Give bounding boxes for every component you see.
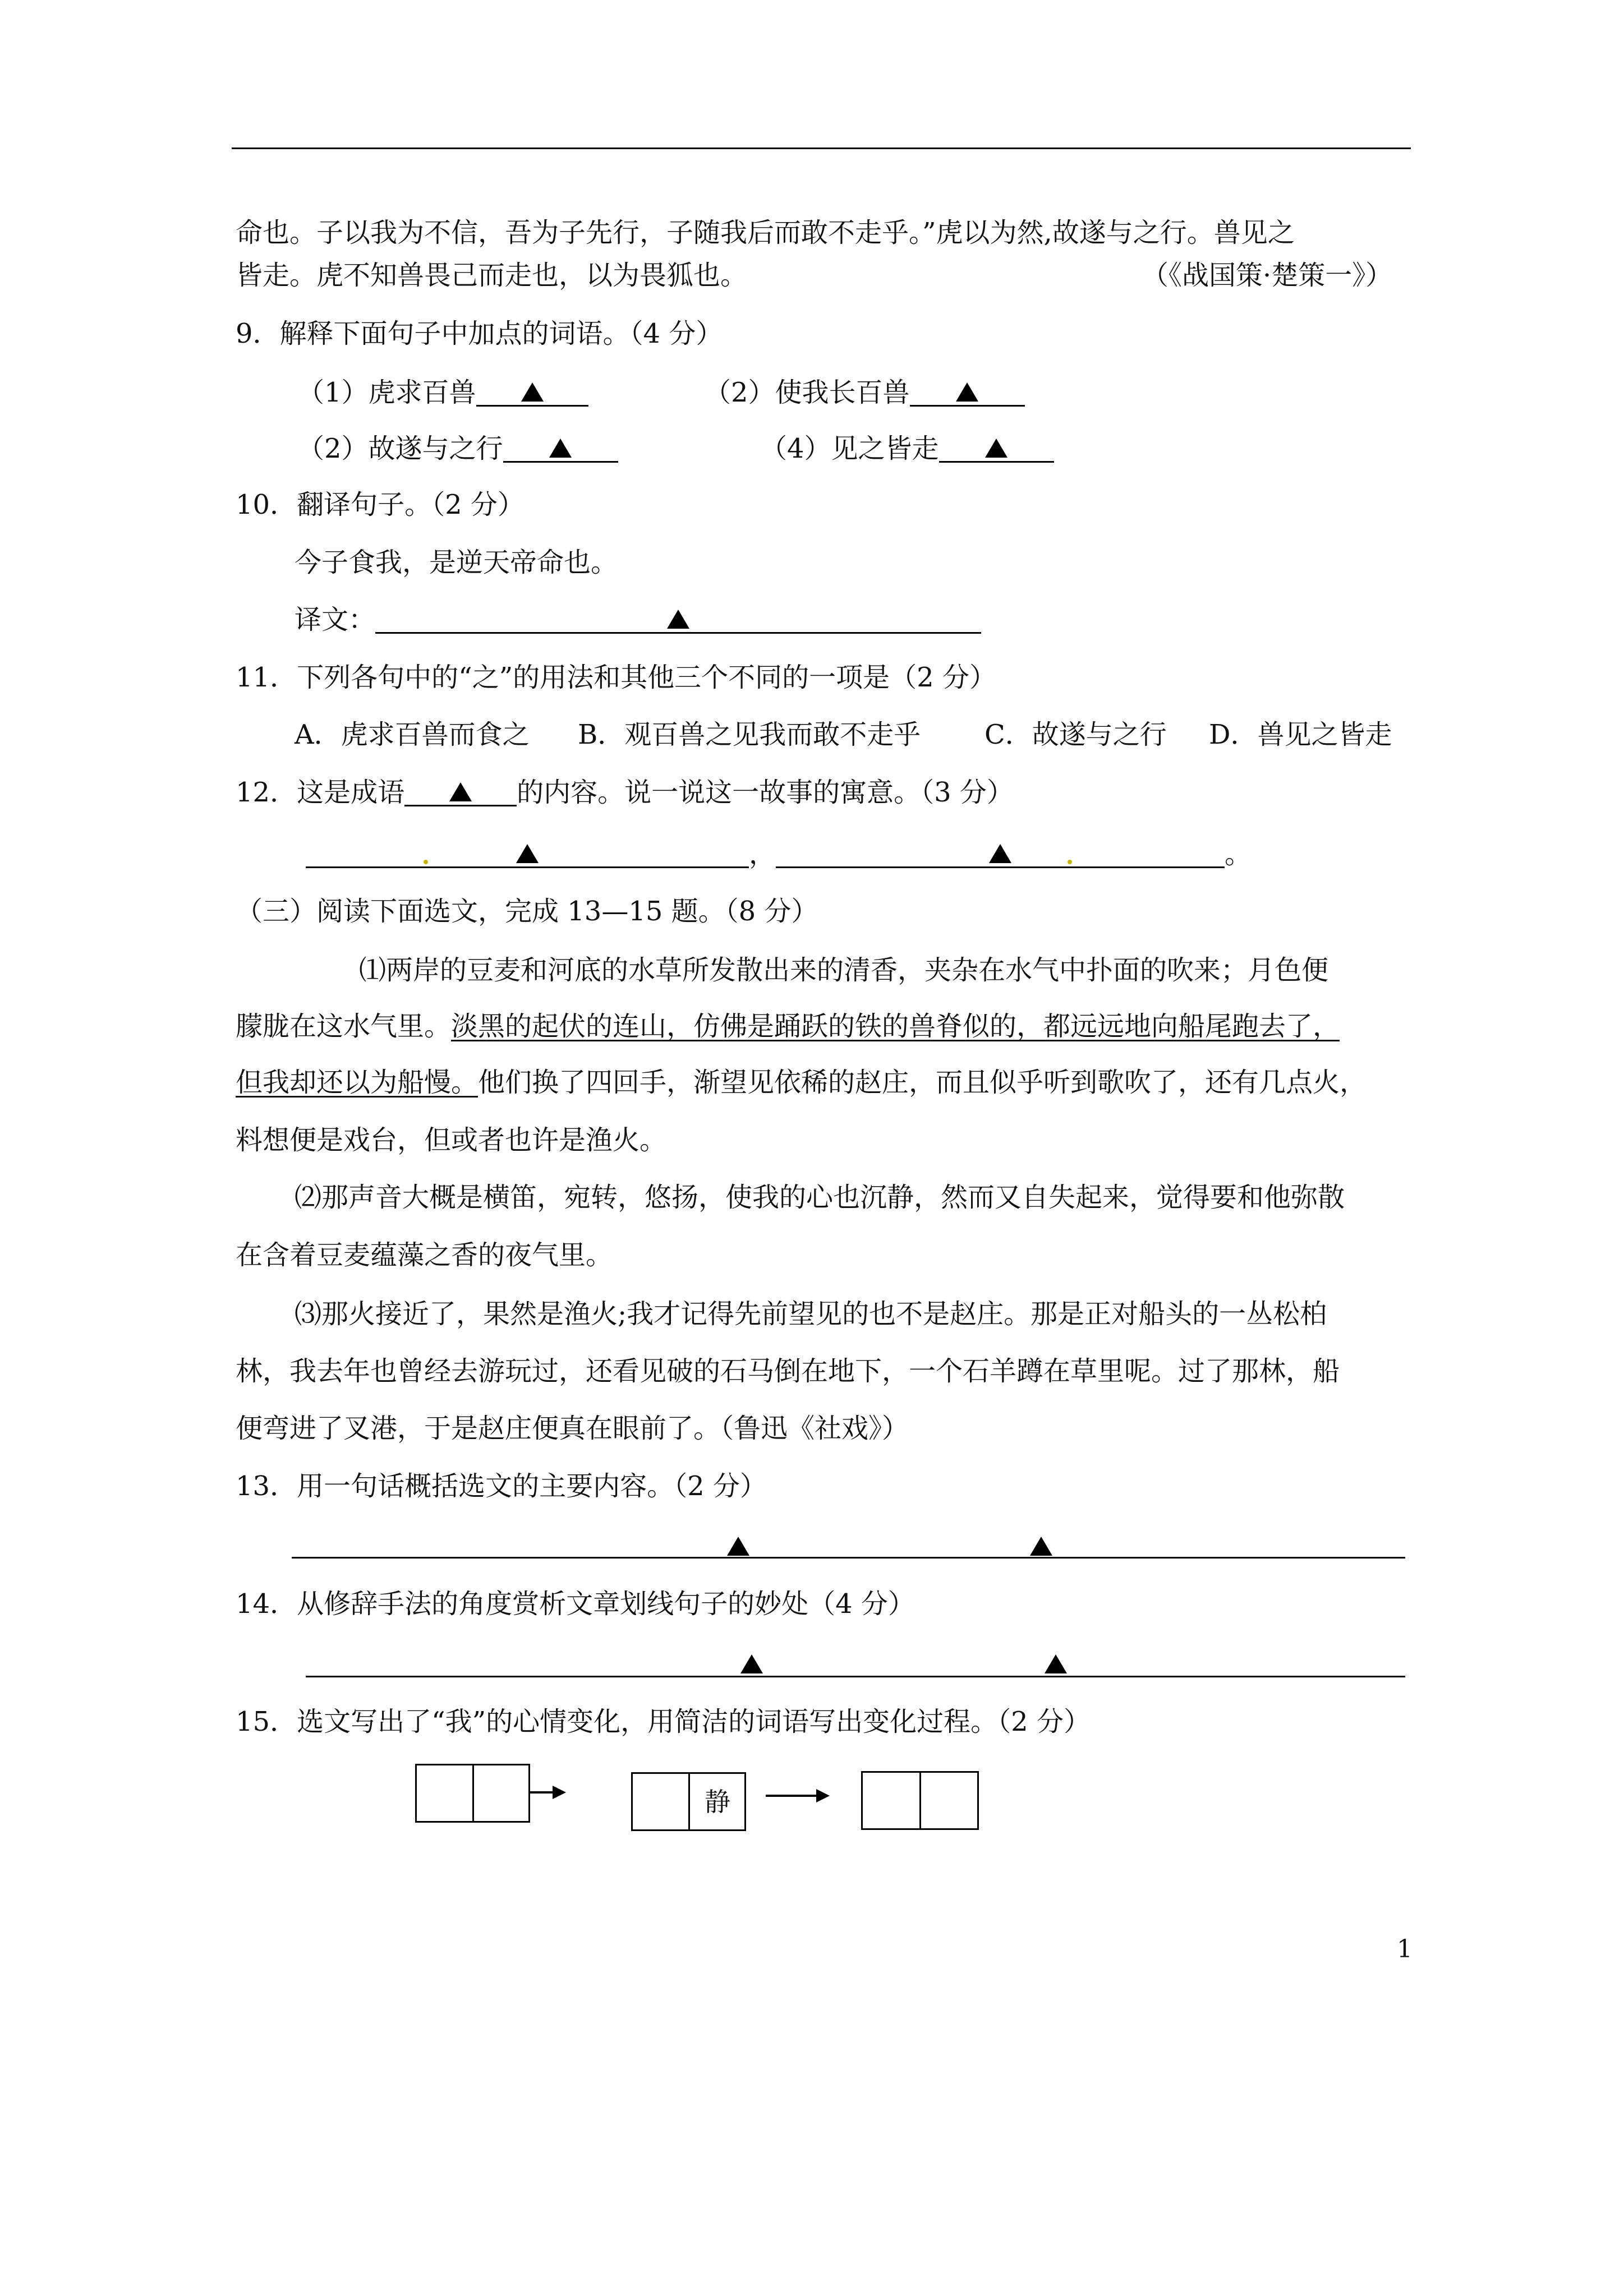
p1-line-a: ⑴两岸的豆麦和河底的水草所发散出来的清香，夹杂在水气中扑面的吹来；月色便	[359, 955, 1329, 986]
q15-stem: 15．选文写出了“我”的心情变化，用简洁的词语写出变化过程。（2 分）	[236, 1706, 1091, 1737]
p3-line-b: 林，我去年也曾经去游玩过，还看见破的石马倒在地下，一个石羊蹲在草里呢。过了那林，船	[236, 1356, 1340, 1387]
q9-item-3	[297, 432, 618, 465]
q14-stem: 14．从修辞手法的角度赏析文章划线句子的妙处（4 分）	[236, 1588, 915, 1620]
q12-stem	[236, 776, 1014, 809]
triangle-marker-icon	[740, 1654, 763, 1673]
triangle-marker-icon	[549, 439, 572, 458]
q9-item-1	[297, 376, 588, 409]
box-divider	[688, 1774, 690, 1829]
q10-answer-line	[295, 603, 981, 637]
q10-stem: 10．翻译句子。（2 分）	[236, 489, 525, 520]
page-number: 1	[1397, 1935, 1413, 1963]
q9-item-4	[760, 432, 1054, 465]
answer-blank[interactable]	[503, 432, 618, 463]
q14-answer-line[interactable]	[306, 1676, 1405, 1677]
arrow-right-icon	[553, 1786, 566, 1799]
idiom-blank[interactable]	[404, 776, 517, 806]
answer-box-1[interactable]	[415, 1764, 530, 1823]
arrow-right-icon	[816, 1789, 830, 1802]
dot-mark	[1068, 860, 1072, 864]
header-rule	[232, 147, 1411, 149]
triangle-marker-icon	[449, 782, 472, 801]
q12-comma: ，	[749, 838, 776, 870]
triangle-marker-icon	[1045, 1654, 1067, 1673]
arrow-1	[530, 1791, 553, 1794]
answer-blank[interactable]	[939, 432, 1054, 463]
q12-answer-line	[306, 837, 1252, 871]
q12-suffix: 的内容。说一说这一故事的寓意。（3 分）	[517, 777, 1014, 808]
answer-blank[interactable]	[476, 376, 588, 407]
triangle-marker-icon	[727, 1537, 749, 1556]
q9-stem: 9．解释下面句子中加点的词语。（4 分）	[236, 318, 723, 349]
q11-option-c: C．故遂与之行	[984, 719, 1167, 750]
box-divider	[919, 1773, 921, 1828]
triangle-marker-icon	[1030, 1537, 1052, 1556]
q9-item-4-text: （4）见之皆走	[760, 433, 939, 464]
underlined-sentence-part-2: 但我却还以为船慢。	[236, 1067, 479, 1098]
q9-item-1-text: （1）虎求百兽	[297, 377, 476, 408]
q10-sentence: 今子食我，是逆天帝命也。	[295, 547, 618, 578]
box-2-char: 静	[705, 1787, 730, 1817]
q9-item-2-text: （2）使我长百兽	[704, 377, 910, 408]
arrow-2	[766, 1795, 816, 1797]
q12-period: 。	[1225, 838, 1252, 870]
answer-box-2[interactable]	[631, 1772, 746, 1831]
passage-line-1: 命也。子以我为不信，吾为子先行，子随我后而敢不走乎。”虎以为然,故遂与之行。兽见之	[236, 217, 1295, 248]
triangle-marker-icon	[521, 382, 544, 402]
triangle-marker-icon	[956, 382, 978, 402]
p1-line-c	[236, 1066, 1367, 1099]
box-divider	[472, 1765, 474, 1821]
q13-stem: 13．用一句话概括选文的主要内容。（2 分）	[236, 1470, 767, 1502]
q9-item-3-text: （2）故遂与之行	[297, 433, 503, 464]
passage-source: （《战国策·楚策一》）	[1142, 260, 1393, 291]
q11-option-b: B．观百兽之见我而敢不走乎	[578, 719, 921, 750]
translation-blank[interactable]	[375, 603, 981, 634]
p1-line-d: 料想便是戏台，但或者也许是渔火。	[236, 1124, 667, 1156]
p2-line-b: 在含着豆麦蕴藻之香的夜气里。	[236, 1239, 613, 1271]
answer-blank[interactable]	[910, 376, 1025, 407]
section3-heading: （三）阅读下面选文，完成 13—15 题。（8 分）	[236, 896, 818, 927]
answer-box-3[interactable]	[861, 1771, 979, 1830]
q10-label: 译文：	[295, 604, 376, 635]
q11-stem: 11．下列各句中的“之”的用法和其他三个不同的一项是（2 分）	[236, 662, 996, 693]
p1-plain-2: 他们换了四回手，渐望见依稀的赵庄，而且似乎听到歌吹了，还有几点火，	[478, 1067, 1367, 1098]
triangle-marker-icon	[516, 844, 539, 863]
moral-blank-2[interactable]	[776, 837, 1225, 868]
dot-mark	[424, 860, 428, 864]
q11-option-a: A．虎求百兽而食之	[295, 719, 530, 750]
p1-line-b	[236, 1009, 1340, 1043]
p3-line-a: ⑶那火接近了，果然是渔火;我才记得先前望见的也不是赵庄。那是正对船头的一丛松柏	[295, 1298, 1327, 1330]
triangle-marker-icon	[989, 844, 1011, 863]
q13-answer-line[interactable]	[292, 1557, 1405, 1559]
passage-line-2: 皆走。虎不知兽畏己而走也，以为畏狐也。	[236, 260, 748, 291]
p1-plain: 朦胧在这水气里。	[236, 1011, 452, 1042]
triangle-marker-icon	[985, 439, 1007, 458]
underlined-sentence-part-1: 淡黑的起伏的连山，仿佛是踊跃的铁的兽脊似的，都远远地向船尾跑去了，	[451, 1011, 1340, 1042]
q11-option-d: D．兽见之皆走	[1209, 719, 1392, 750]
q12-prefix: 12．这是成语	[236, 777, 405, 808]
triangle-marker-icon	[667, 610, 689, 629]
q9-item-2	[704, 376, 1025, 409]
p3-line-c: 便弯进了叉港，于是赵庄便真在眼前了。（鲁迅《社戏》）	[236, 1413, 909, 1444]
moral-blank-1[interactable]	[306, 837, 749, 868]
p2-line-a: ⑵那声音大概是横笛，宛转，悠扬，使我的心也沉静，然而又自失起来，觉得要和他弥散	[295, 1182, 1345, 1213]
